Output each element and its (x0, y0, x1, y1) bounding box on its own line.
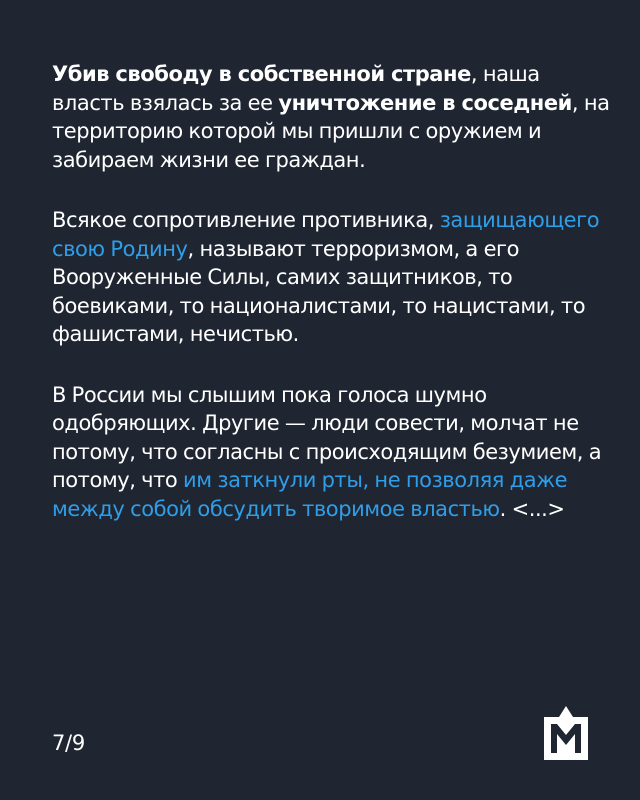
brand-m-logo-icon (544, 706, 588, 760)
bold-phrase: уничтожение в соседней (278, 90, 572, 115)
bold-phrase: Убив свободу в собственной стране (52, 62, 471, 86)
highlighted-phrase-link[interactable]: защищающего свою Родину (52, 208, 600, 261)
text-segment: , наша власть взялась за ее (52, 62, 540, 115)
text-segment: В России мы слышим пока голоса шумно одобряющих. Другие — люди совести, молчат не потому, что согласны с происходящим безумием, а потому, что (52, 382, 602, 492)
text-segment: , называют терроризмом, а его Вооруженные Силы, самих защитников, то боевиками, то националистами, то нацистами, то фашистами, нечистью. (52, 236, 586, 346)
paragraph-1 (52, 60, 612, 174)
text-segment: , на территорию которой мы пришли с оружием и забираем жизни ее граждан. (52, 90, 610, 172)
text-segment: Всякое сопротивление противника, (52, 208, 440, 232)
paragraph-3 (52, 381, 612, 524)
article-text (52, 60, 612, 555)
paragraph-2 (52, 206, 612, 349)
highlighted-phrase-link[interactable]: им заткнули рты, не позволяя даже между собой обсудить творимое властью (52, 468, 568, 521)
page-number: 7/9 (52, 731, 85, 755)
text-segment: . <...> (499, 496, 565, 521)
